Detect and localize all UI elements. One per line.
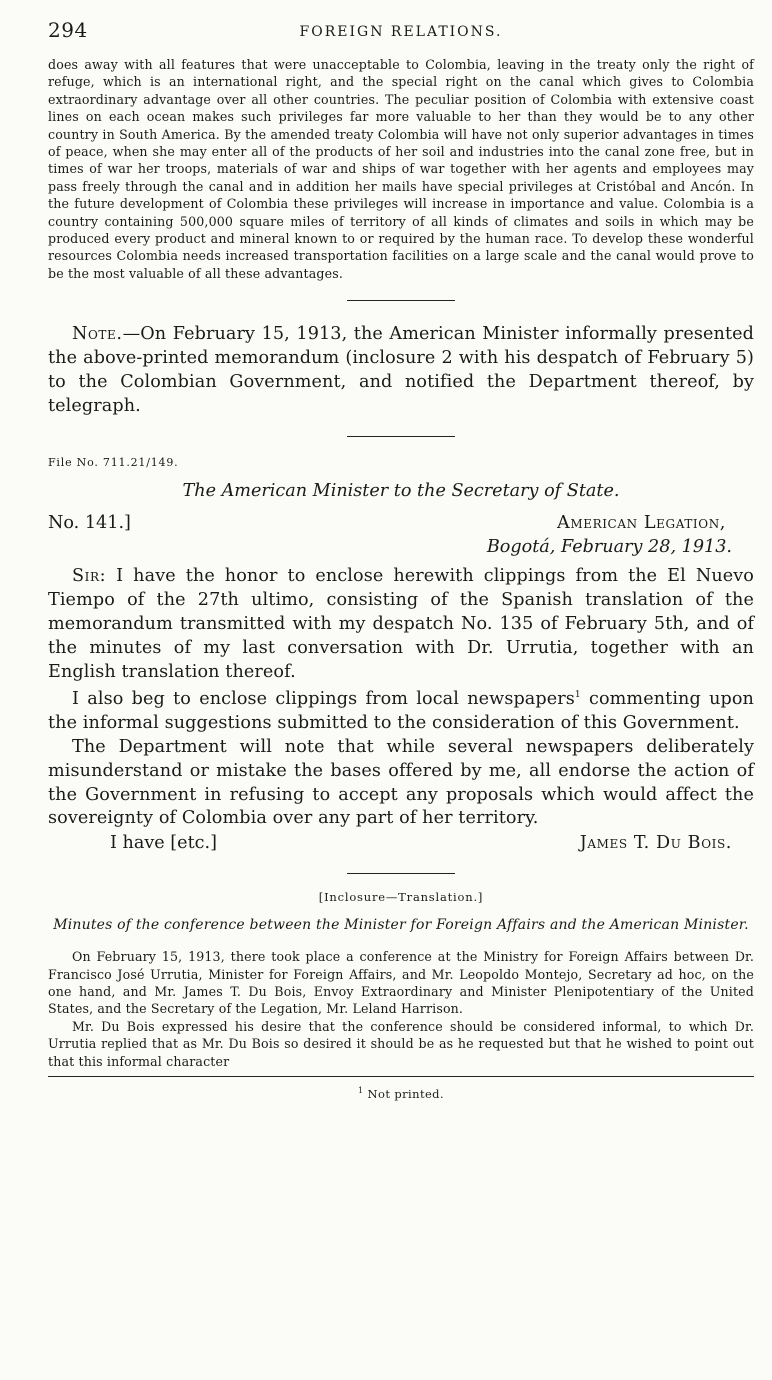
minutes-paragraph-1: On February 15, 1913, there took place a conference at the Ministry for Foreign Affairs between Dr. Francisco José Urrutia, Minister for Foreign Affairs, and Mr. Leopoldo Montejo, Secretary ad hoc, on the one hand, and Mr. James T. Du Bois, Envoy Extraordinary and Minister Plenipotentiary of the United States, and the Secretary of the Legation, Mr. Leland Harrison.	[48, 949, 754, 1017]
inclosure-label: [Inclosure—Translation.]	[318, 890, 484, 905]
footnote-reference: 1	[574, 690, 581, 701]
running-head: FOREIGN RELATIONS.	[299, 24, 503, 40]
note-label: Note.	[72, 324, 123, 345]
file-number: File No. 711.21/149.	[48, 456, 179, 470]
page-header	[48, 18, 754, 48]
document-page	[48, 18, 754, 1101]
minutes-title: Minutes of the conference between the Minister for Foreign Affairs and the American Minister.	[53, 917, 749, 934]
salutation: Sir:	[72, 566, 107, 587]
letter-paragraph-2-end: commenting upon the informal suggestions submitted to the consideration of this Government.	[48, 689, 754, 734]
letter-paragraph-2	[48, 684, 754, 735]
note-text: —On February 15, 1913, the American Minister informally presented the above-printed memorandum (inclosure 2 with his despatch of February 5) to the Colombian Government, and notified the Department thereof, by telegraph.	[48, 324, 754, 416]
closing: I have [etc.]	[110, 833, 217, 854]
minutes-paragraph-2: Mr. Du Bois expressed his desire that the conference should be considered informal, to which Dr. Urrutia replied that as Mr. Du Bois so desired it should be as he requested but that he wished to point out that this informal character	[48, 1018, 754, 1069]
dispatch-date-row	[48, 537, 754, 561]
signature: James T. Du Bois.	[579, 833, 732, 854]
section-rule	[347, 436, 455, 437]
document-title: The American Minister to the Secretary of State.	[182, 481, 620, 502]
dispatch-heading	[48, 513, 754, 537]
letter-paragraph-1	[48, 565, 754, 684]
page-number: 294	[48, 18, 88, 42]
closing-row	[48, 833, 754, 857]
section-rule	[347, 873, 455, 874]
dispatch-date: Bogotá, February 28, 1913.	[486, 537, 732, 558]
dispatch-place: American Legation,	[557, 513, 726, 534]
memorandum-continuation-paragraph: does away with all features that were unacceptable to Colombia, leaving in the treaty only the right of refuge, which is an international right, and the special right on the canal which gives to Colombia extraordinary advantage over all other countries. The peculiar position of Colombia with extensive coast lines on each ocean makes such privileges far more valuable to her than they would be to any other country in South America. By the amended treaty Colombia will have not only superior advantages in times of peace, when she may enter all of the products of her soil and industries into the canal zone free, but in times of war her troops, materials of war and ships of war together with her agents and employees may pass freely through the canal and in addition her mails have special privileges at Cristóbal and Ancón. In the future development of Colombia these privileges will increase in importance and value. Colombia is a country containing 500,000 square miles of territory of all kinds of climates and soils in which may be produced every product and mineral known to or required by the human race. To develop these wonderful resources Colombia needs increased transportation facilities on a large scale and the canal would prove to be the most valuable of all these advantages.	[48, 57, 754, 281]
section-rule	[347, 300, 455, 301]
footnote-text: Not printed.	[363, 1086, 444, 1101]
letter-paragraph-1-text: I have the honor to enclose herewith clippings from the El Nuevo Tiempo of the 27th ultimo, consisting of the Spanish translation of the memorandum transmitted with my despatch No. 135 of February 5th, and of the minutes of my last conversation with Dr. Urrutia, together with an English translation thereof.	[48, 566, 754, 682]
note-paragraph	[48, 323, 754, 418]
letter-paragraph-2-start: I also beg to enclose clippings from local newspapers	[72, 689, 575, 710]
footnote-mark: 1	[357, 1085, 364, 1095]
footnote	[48, 1086, 754, 1101]
footnote-rule	[48, 1076, 754, 1077]
dispatch-number: No. 141.]	[48, 513, 131, 534]
letter-paragraph-3: The Department will note that while several newspapers deliberately misunderstand or mistake the bases offered by me, all endorse the action of the Government in refusing to accept any proposals which would affect the sovereignty of Colombia over any part of her territory.	[48, 736, 754, 829]
